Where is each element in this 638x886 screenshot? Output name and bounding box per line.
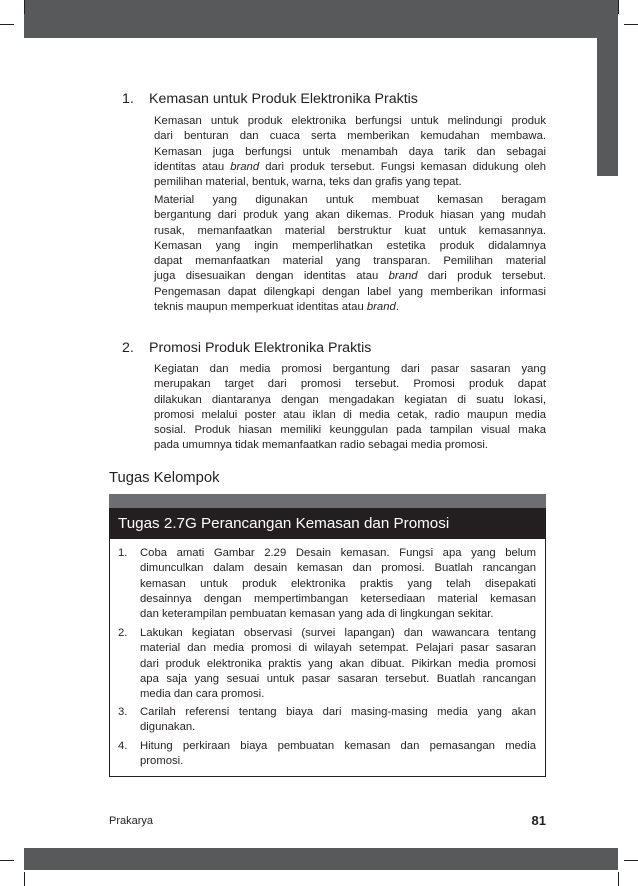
text-segment: Kemasan yang ingin memperlihatkan estetika produk didalamnya [154,239,546,252]
section-number: 2. [122,340,134,356]
text-line: Coba amati Gambar 2.29 Desain kemasan. Fungsi apa yang belum [140,547,536,559]
task-number: 2. [118,627,128,639]
crop-mark [624,24,638,25]
text-line [154,393,546,408]
task-text [140,546,536,622]
text-line: Lakukan kegiatan observasi (survei lapangan) dan wawancara tentang [140,627,536,639]
text-segment: teknis maupun memperkuat identitas atau [154,300,367,313]
text-line [154,145,546,160]
text-segment: rusak, memanfaatkan material berstruktur kuat untuk kemasannya. [154,224,546,237]
section-title-text: Kemasan untuk Produk Elektronika Praktis [149,91,418,107]
text-segment: dari benturan dan cuaca serta memberikan kemudahan membawa. [154,130,546,143]
text-line: apa saja yang sesuai untuk pasar sasaran tersebut. Buatlah rancangan [140,672,536,685]
paragraph [154,114,546,190]
text-segment: bergantung dari produk yang akan dikemas. Produk hiasan yang mudah [154,209,546,222]
text-line [154,285,546,300]
task-text [140,739,536,770]
section-title-text: Promosi Produk Elektronika Praktis [149,340,372,356]
text-segment: Kegiatan dan media promosi bergantung dari pasar sasaran yang [154,363,546,375]
text-segment: dapat memanfaatkan material yang transparan. Pemilihan material [154,255,546,267]
text-line: digunakan. [140,721,196,734]
section-title [122,340,371,356]
text-segment: . [395,300,399,313]
text-line [154,224,546,239]
text-line [154,208,546,223]
text-line [154,254,546,269]
paragraph [154,193,546,315]
text-segment: dari produk tersebut. Fungsi kemasan didukung oleh [259,160,546,173]
task-number: 3. [118,706,128,718]
text-segment: pada umumnya tidak memanfaatkan radio sebagai media promosi. [154,439,489,452]
task-item [118,705,536,736]
top-band [24,0,618,38]
text-segment: dari produk tersebut. [417,270,546,283]
task-number: 1. [118,547,128,559]
italic-term: brand [388,270,418,283]
text-segment: Material yang digunakan untuk membuat kemasan beragam [154,194,546,206]
text-segment: sosial. Produk hiasan memiliki keunggulan pada tampilan visual maka [154,424,546,436]
text-line [154,438,546,453]
crop-mark [0,24,14,25]
text-line [154,269,546,284]
text-line: dari produk elektronika praktis yang akan dibuat. Pikirkan media promosi [140,657,536,670]
text-line [154,129,546,144]
text-line [154,175,546,190]
text-line: kemasan untuk produk elektronika praktis yang telah disepakati [140,577,536,590]
task-item [118,626,536,702]
text-line: material dan media promosi di wilayah setempat. Pelajari pasar sasaran [140,642,536,655]
text-segment: Kemasan untuk produk elektronika berfungsi untuk melindungi produk [154,115,546,127]
side-tab-bar [597,38,618,176]
text-line [154,160,546,175]
text-line [154,362,546,377]
group-task-heading: Tugas Kelompok [109,470,220,486]
italic-term: brand [230,160,260,173]
text-segment: dilakukan diantaranya dengan mengadakan kegiatan di suatu lokasi, [154,393,546,406]
crop-mark [0,860,14,861]
task-item [118,546,536,622]
crop-mark [24,872,25,886]
task-text [140,626,536,702]
text-line: media dan cara promosi. [140,688,265,700]
text-line [154,193,546,208]
page-number: 81 [531,813,546,828]
text-line [154,423,546,438]
section-title [122,91,418,107]
text-segment: Pengemasan dapat dilengkapi dengan label yang memberikan informasi [154,285,546,298]
task-item [118,739,536,770]
text-segment: identitas atau [154,160,231,173]
task-box-top-bar [109,494,546,508]
text-line [154,377,546,392]
paragraph [154,362,546,454]
text-segment: pemilihan material, bentuk, warna, teks dan grafis yang tepat. [154,176,462,188]
crop-mark [24,0,25,14]
task-box-title: Tugas 2.7G Perancangan Kemasan dan Promosi [109,508,546,539]
text-line: Carilah referensi tentang biaya dari masing-masing media yang akan [140,706,536,718]
text-segment: merupakan target dari promosi tersebut. Promosi produk dapat [154,378,546,391]
crop-mark [618,872,619,886]
text-line: Hitung perkiraan biaya pembuatan kemasan dan pemasangan media [140,740,536,752]
section-number: 1. [122,91,134,107]
crop-mark [618,0,619,14]
bottom-band [24,848,618,870]
footer-book-title: Prakarya [109,815,154,827]
text-segment: juga disesuaikan dengan identitas atau [154,270,389,283]
text-line [154,300,546,315]
crop-mark [624,860,638,861]
text-line [154,408,546,423]
text-segment: Kemasan juga berfungsi untuk menambah daya tarik dan sebagai [154,145,546,158]
italic-term: brand [366,300,396,313]
task-text [140,705,536,736]
task-number: 4. [118,740,128,752]
text-line [154,239,546,254]
text-segment: promosi melalui poster atau iklan di media cetak, radio maupun media [154,408,546,421]
text-line [154,114,546,129]
text-line: promosi. [140,755,184,768]
text-line: desainnya dengan mempertimbangan ketersediaan material kemasan [140,592,536,605]
text-line: dan keterampilan pembuatan kemasan yang ada di lingkungan sekitar. [140,608,494,620]
text-line: dimunculkan dalam desain kemasan dan promosi. Buatlah rancangan [140,562,536,575]
